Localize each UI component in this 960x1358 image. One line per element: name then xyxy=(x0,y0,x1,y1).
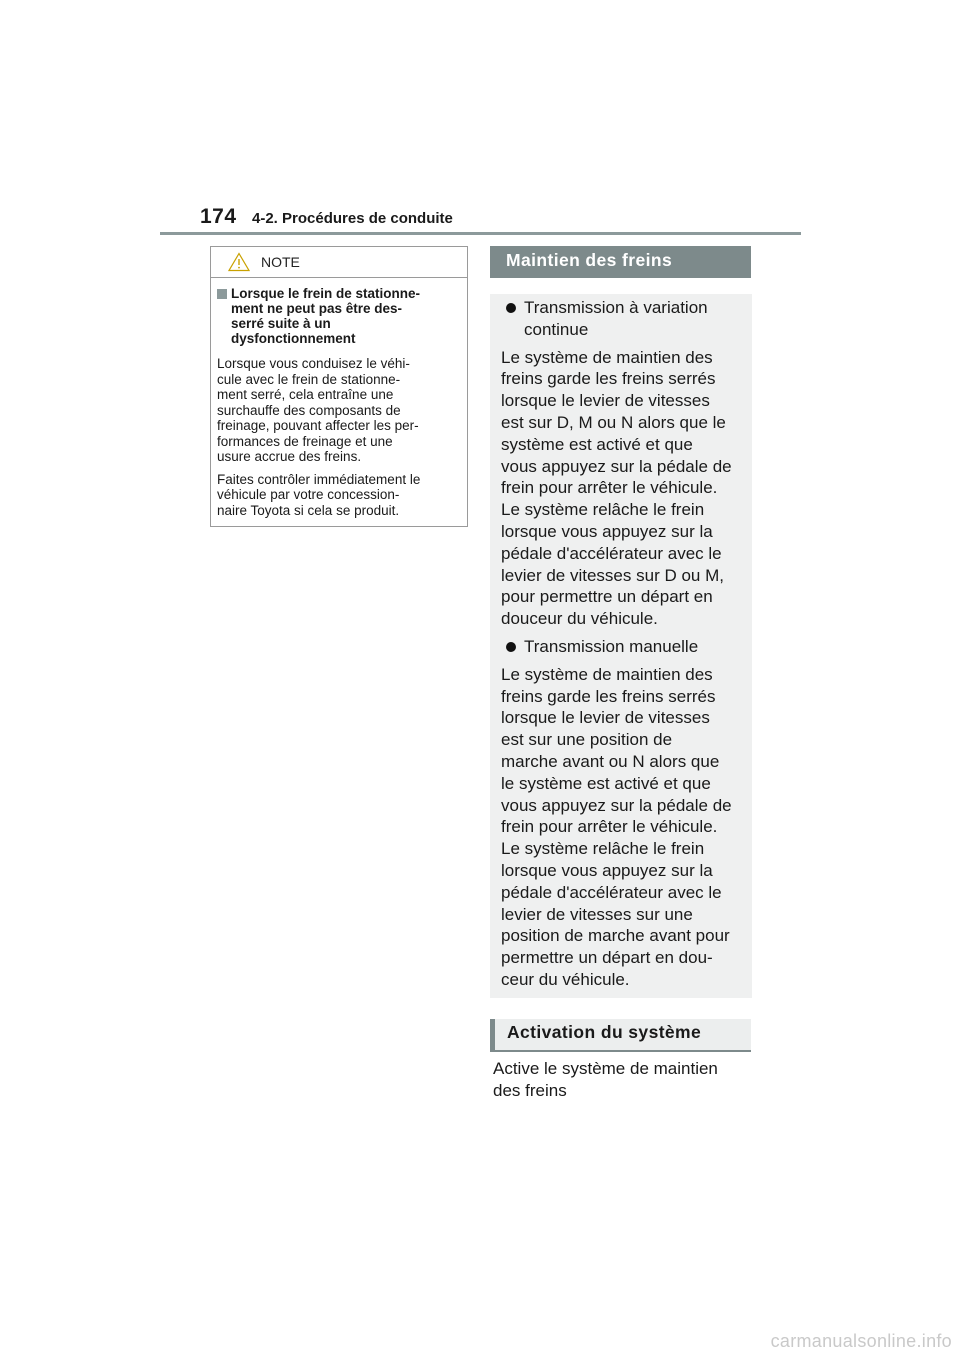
activation-text: Active le système de maintien des freins xyxy=(493,1059,718,1100)
activation-heading: Activation du système xyxy=(490,1019,751,1052)
bullet-item xyxy=(501,297,742,341)
note-subheading xyxy=(217,286,461,346)
body-paragraph: Le système de maintien des freins garde les freins serrés lorsque le levier de vitesses est sur D, M ou N alors que le système est activé et que vous appuyez sur la pédale de frein pour arrêter le véhicule. Le système relâche le frein lorsque vous appuyez sur la pédale d'accélérateur avec le levier de vitesses sur D ou M, pour permettre un départ en douceur du véhicule. xyxy=(501,347,732,629)
note-label: NOTE xyxy=(261,254,300,270)
warning-triangle-icon xyxy=(228,252,250,272)
note-header xyxy=(211,247,467,278)
round-bullet-icon xyxy=(506,642,516,652)
note-box xyxy=(210,246,468,527)
round-bullet-icon xyxy=(506,303,516,313)
brake-hold-panel xyxy=(490,294,752,998)
note-body xyxy=(211,278,467,518)
section-title: 4-2. Procédures de conduite xyxy=(252,210,453,227)
page-number: 174 xyxy=(200,205,237,228)
header-rule xyxy=(160,232,801,235)
note-subheading-text: Lorsque le frein de stationne- ment ne peut pas être des- serré suite à un dysfonctionnement xyxy=(231,286,421,346)
note-paragraph: Faites contrôler immédiatement le véhicule par votre concession- naire Toyota si cela se produit. xyxy=(217,471,421,518)
square-bullet-icon xyxy=(217,289,227,299)
watermark: carmanualsonline.info xyxy=(770,1331,952,1351)
brake-hold-heading: Maintien des freins xyxy=(490,246,751,278)
bullet-text: Transmission manuelle xyxy=(524,636,699,656)
bullet-text: Transmission à variation continue xyxy=(524,298,708,339)
body-paragraph: Le système de maintien des freins garde les freins serrés lorsque le levier de vitesses est sur une position de marche avant ou N alors que le système est activé et que vous appuyez sur la pédale de frein pour arrêter le véhicule. Le système relâche le frein lorsque vous appuyez sur la pédale d'accélérateur avec le levier de vitesses sur une position de marche avant pour permettre un départ en dou- ceur du véhicule. xyxy=(501,664,732,989)
note-paragraph: Lorsque vous conduisez le véhi- cule avec le frein de stationne- ment serré, cela entraîne une surchauffe des composants de freinage, pouvant affecter les per- formances de freinage et une usure accrue des freins. xyxy=(217,356,419,464)
bullet-item xyxy=(501,636,742,658)
